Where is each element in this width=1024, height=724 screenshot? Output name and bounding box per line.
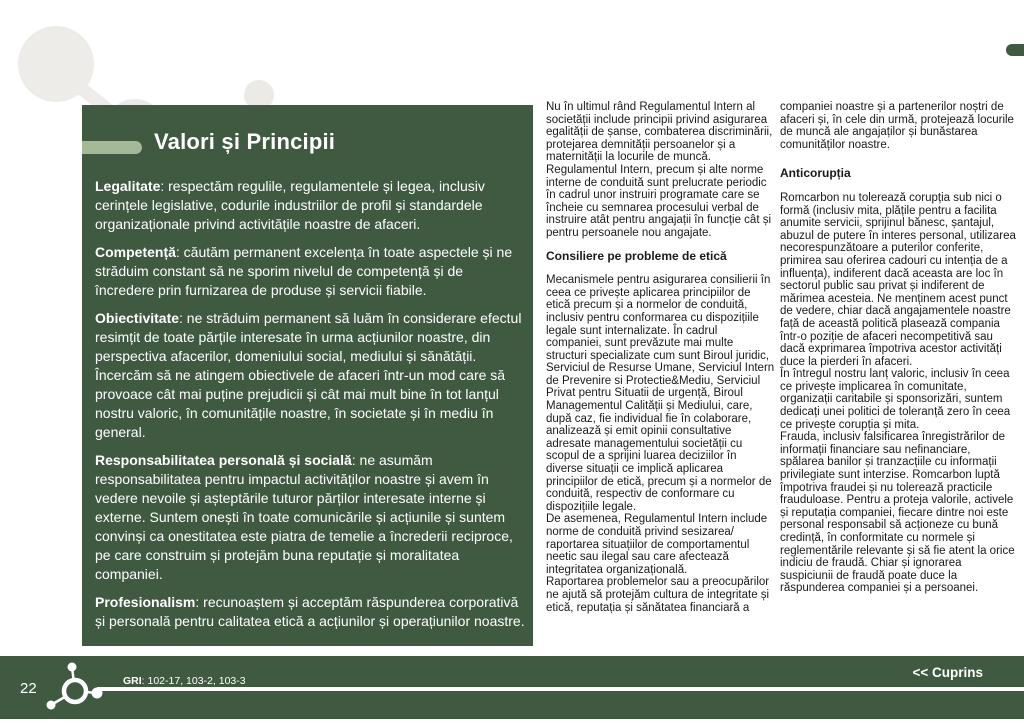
footer-divider-line	[97, 687, 1024, 691]
panel-heading-row	[82, 129, 533, 167]
body-paragraph: Regulamentul Intern, precum și alte norme interne de conduită sunt prelucrate periodic în cadrul unor instruiri programate care se încheie cu semnarea procesului verbal de instruire atât pentru angajații în funcție cât și pentru persoanele nou angajate.	[546, 163, 772, 239]
panel-paragraph	[95, 177, 525, 234]
paragraph-text: : căutăm permanent excelența în toate aspectele și ne străduim constant să ne sporim nivelul de competență și de încredere prin furnizarea de produse și servicii fiabile.	[95, 244, 513, 298]
body-paragraph: Nu în ultimul rând Regulamentul Intern al societății include principii privind asigurarea egalității de șanse, combaterea discriminării, protejarea demnității persoanelor și a maternității la locurile de muncă.	[546, 101, 773, 164]
page-number: 22	[20, 680, 37, 697]
page-title: Valori și Principii	[154, 129, 336, 154]
gri-label: GRI	[123, 675, 142, 687]
paragraph-lead: Legalitate	[95, 178, 161, 194]
body-paragraph: Raportarea problemelor sau a preocupărilor ne ajută să protejăm cultura de integritate și etică, reputația și sănătatea financiară a	[546, 576, 770, 614]
page-edge-tab	[1006, 44, 1024, 56]
heading-pill-icon	[82, 141, 142, 154]
paragraph-text: : respectăm regulile, regulamentele și legea, inclusiv cerințele legislative, codurile industriilor de profil și standardele organizaționale privind activitățile noastre de afaceri.	[95, 178, 485, 232]
column-anticorruption	[780, 101, 1016, 595]
body-paragraph: Mecanismele pentru asigurarea consilierii în ceea ce privește aplicarea principiilor de etică precum și a normelor de conduită, inclusiv pentru conformarea cu dispozițiile legale sunt internalizate. În cadrul companiei, sunt prevăzute mai multe structuri specializate cum sunt Biroul juridic, Serviciul de Resurse Umane, Serviciul Intern de Prevenire si Protectie&Mediu, Serviciul Privat pentru Situatii de urgență, Biroul Managementul Calității și Mediului, care, după caz, fie individual fie în colaborare, analizează și emit opinii consultative adresate managementului societății cu scopul de a sprijini luarea deciziilor în diverse situații ce implică aplicarea principiilor de etică, precum și a normelor de conduită, respectiv de conformare cu dispozițiile legale.	[546, 274, 775, 513]
panel-body	[95, 177, 525, 640]
column-ethics	[546, 101, 776, 614]
body-paragraph: companiei noastre și a partenerilor noștri de afaceri și, în cele din urmă, protejează locurile de muncă ale angajaților și bunăstarea comunităților noastre.	[780, 101, 1014, 151]
body-paragraph: În întregul nostru lanț valoric, inclusiv în ceea ce privește implicarea în comunitate, organizații caritabile și sponsorizări, suntem dedicați unei politici de toleranță zero în ceea ce privește corupția și mita.	[780, 368, 1011, 431]
cuprins-link[interactable]: << Cuprins	[912, 665, 983, 680]
body-paragraph: De asemenea, Regulamentul Intern include norme de conduită privind sesizarea/ raportarea situațiilor de comportamentul neetic sau ilegal sau care afectează integritatea organizațională.	[546, 513, 768, 576]
gri-reference	[123, 675, 246, 687]
body-paragraph: Romcarbon nu tolerează corupția sub nici o formă (inclusiv mita, plățile pentru a facilita anumite servicii, sprijinul bănesc, șantajul, abuzul de putere în interes personal, utilizarea necorespunzătoare a puterilor conferite, primirea sau oferirea cadouri cu intenția de a influența), indiferent dacă aceasta are loc în sectorul public sau privat și indiferent de mărimea acesteia. Ne menținem acest punct de vedere, chiar dacă angajamentele noastre față de această politică plasează compania într-o poziție de afaceri necompetitivă sau dacă exprimarea împotriva acestor activități duce la pierderi în afaceri.	[780, 191, 1016, 368]
values-panel	[82, 105, 533, 646]
footer-bar	[0, 656, 1024, 719]
gri-values: : 102-17, 103-2, 103-3	[141, 675, 246, 687]
paragraph-text: : ne asumăm responsabilitatea pentru impactul activităților noastre și avem în vedere nevoile și așteptările tuturor părților interesate interne și externe. Suntem onești în toate comunicările și acțiunile și suntem convinși ca onestitatea este piatra de temelie a încrederii reciproce, pe care construim și protejăm buna reputație și moralitatea companiei.	[95, 452, 513, 582]
paragraph-lead: Competență	[95, 244, 176, 260]
molecule-icon	[36, 658, 106, 714]
paragraph-lead: Profesionalism	[95, 594, 196, 610]
body-paragraph: Frauda, inclusiv falsificarea înregistrărilor de informații financiare sau nefinanciare, spălarea banilor și tranzacțiile cu informații privilegiate sunt interzise. Romcarbon luptă împotriva fraudei și nu tolerează practicile frauduloase. Pentru a proteja valorile, activele și reputația companiei, fiecare dintre noi este personal responsabil să acționeze cu bună credință, în conformitate cu normele și reglementările relevante și să fie atent la orice indiciu de fraudă. Chiar și ignorarea suspiciunii de fraudă poate duce la răspunderea companiei și a persoanei.	[780, 431, 1015, 595]
paragraph-text: : recunoaștem și acceptăm răspunderea corporativă și personală pentru calitatea etică a acțiunilor și operațiunilor noastre.	[95, 594, 525, 629]
section-heading-consiliere: Consiliere pe probleme de etică	[546, 248, 727, 263]
section-heading-anticoruptia: Anticorupția	[780, 166, 851, 181]
paragraph-text: : ne străduim permanent să luăm în considerare efectul resimțit de toate părțile interesate în urma acțiunilor noastre, din perspectiva afacerilor, domeniului social, mediului și sănătății. Încercăm să ne atingem obiectivele de afaceri într-un mod care să provoace cât mai puține prejudicii și cât mai mult bine în tot lanțul nostru valoric, în comunitățile noastre, în societate și în mediu în general.	[95, 310, 522, 440]
panel-paragraph	[95, 243, 525, 300]
paragraph-lead: Obiectivitate	[95, 310, 180, 326]
panel-paragraph	[95, 451, 525, 584]
paragraph-lead: Responsabilitatea personală și socială	[95, 452, 352, 468]
panel-paragraph	[95, 593, 525, 631]
panel-paragraph	[95, 309, 525, 442]
